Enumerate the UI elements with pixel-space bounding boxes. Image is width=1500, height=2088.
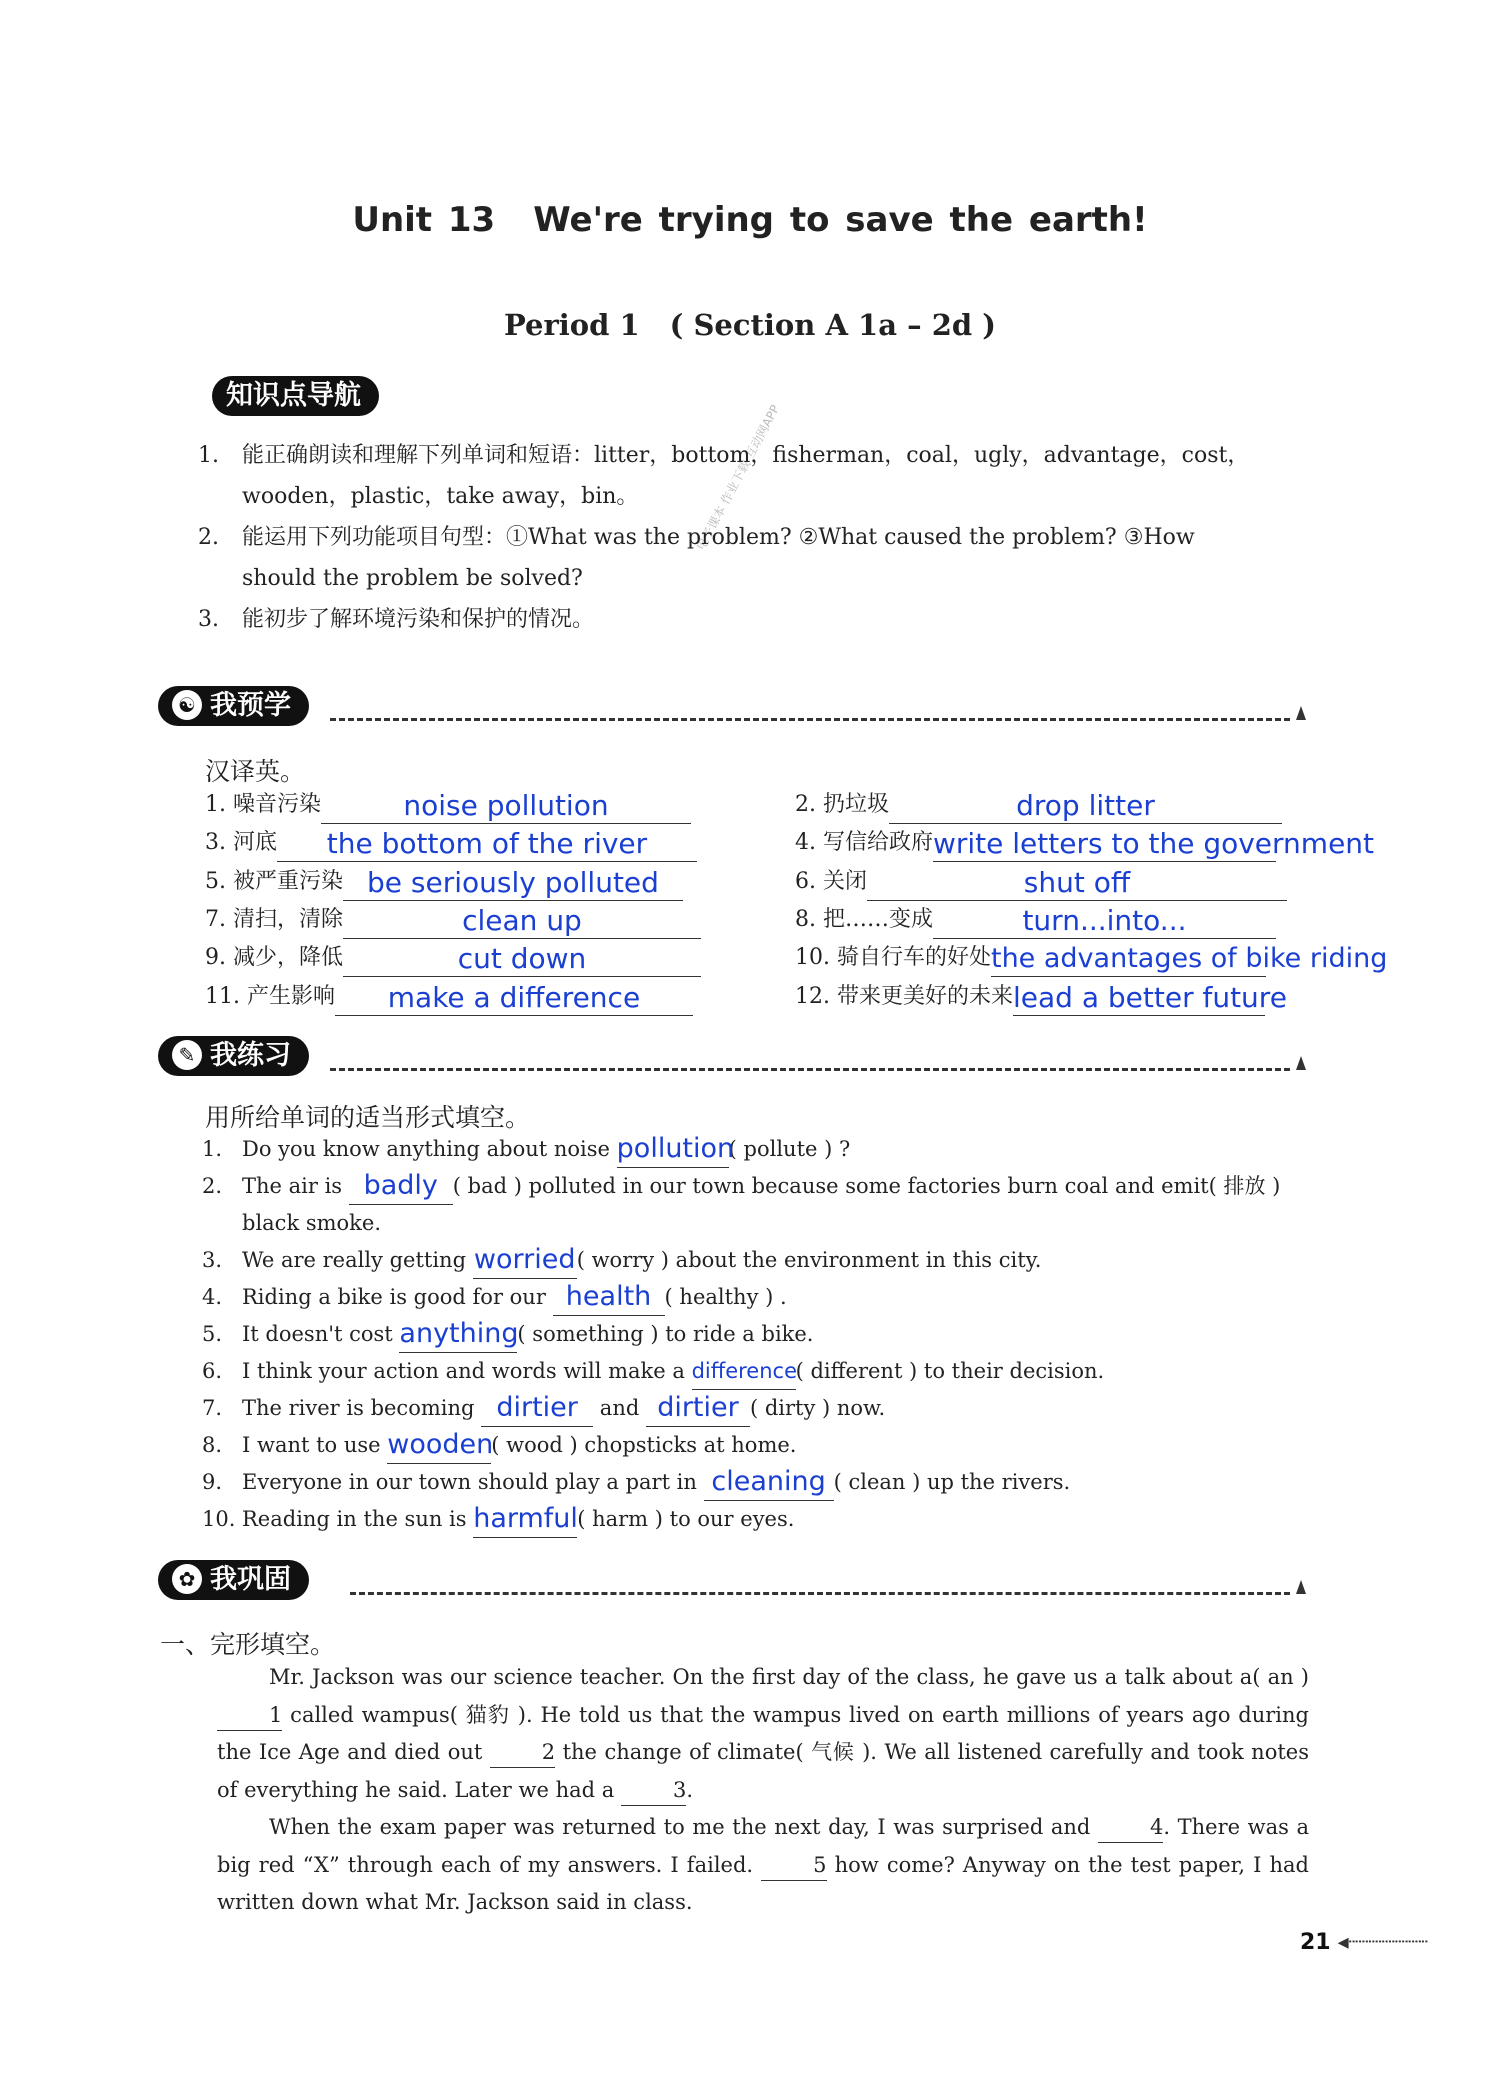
answer-text: dirtier: [657, 1392, 739, 1423]
watermark: 电子课本 作业下载 互动网APP: [693, 402, 783, 553]
exercise-item: 2. The air is badly ( bad ) polluted in our town because some factories burn coal and emit( 排放 ): [202, 1168, 1280, 1205]
exercise-item: 6. I think your action and words will make a difference ( different ) to their decision.: [202, 1353, 1104, 1390]
arrow-left-icon: ◂┈┈┈┈┈┈: [1330, 1930, 1429, 1955]
divider-end-icon: [1296, 1056, 1306, 1070]
exercise-item: 10. Reading in the sun is harmful ( harm ) to our eyes.: [202, 1501, 794, 1538]
translation-item: 8. 把……变成 turn...into...: [795, 901, 1276, 939]
cloze-blank[interactable]: 4: [1098, 1812, 1163, 1843]
lightbulb-icon: ✿: [172, 1564, 202, 1594]
objectives-list: [198, 435, 1258, 640]
exercise-item-cont: black smoke.: [242, 1211, 382, 1235]
knowledge-guide-badge: 知识点导航: [212, 376, 379, 416]
answer-text: write letters to the government: [932, 827, 1375, 860]
section-divider: [330, 1068, 1290, 1071]
yin-yang-icon: ☯: [172, 690, 202, 720]
unit-title-text: We're trying to save the earth!: [533, 200, 1148, 240]
translation-item: 6. 关闭 shut off: [795, 863, 1287, 901]
answer-text: the bottom of the river: [326, 827, 648, 860]
answer-text: turn...into...: [1022, 904, 1187, 937]
section-divider: [350, 1592, 1290, 1595]
answer-text: the advantages of bike riding: [990, 943, 1388, 974]
period-label: Period 1: [503, 308, 640, 342]
cloze-heading: 一、完形填空。: [160, 1630, 336, 1659]
answer-text: anything: [399, 1318, 519, 1349]
translation-item: 2. 扔垃圾 drop litter: [795, 786, 1282, 824]
answer-text: be seriously polluted: [367, 866, 659, 899]
cloze-passage: [217, 1659, 1309, 1922]
passage-paragraph: Mr. Jackson was our science teacher. On the first day of the class, he gave us a talk about a( an )1 called wampus( 猫豹 ). He told us that the wampus lived on earth millions of years ago during the Ice Age and died out 2 the change of climate( 气候 ). We all listened carefully and took notes of everything he said. Later we had a 3.: [217, 1659, 1309, 1809]
translation-item: 11. 产生影响 make a difference: [205, 978, 693, 1016]
exercise-item: 7. The river is becoming dirtier and dirtier ( dirty ) now.: [202, 1390, 885, 1427]
exercise-item: 1. Do you know anything about noise pollution ( pollute ) ?: [202, 1131, 850, 1168]
answer-text: cleaning: [711, 1466, 826, 1497]
preview-badge: ☯ 我预学: [158, 686, 309, 726]
cloze-blank[interactable]: 1: [217, 1700, 282, 1731]
translation-item: 5. 被严重污染 be seriously polluted: [205, 863, 683, 901]
answer-text: health: [565, 1281, 652, 1312]
exercise-item: 3. We are really getting worried ( worry ) about the environment in this city.: [202, 1242, 1041, 1279]
objective-item: 1. 能正确朗读和理解下列单词和短语：litter，bottom，fisherman，coal，ugly，advantage，cost，: [198, 443, 1250, 468]
answer-text: cut down: [457, 942, 587, 975]
section-divider: [330, 718, 1290, 721]
period-subtitle: [0, 308, 1500, 342]
preview-instruction: 汉译英。: [205, 757, 306, 786]
answer-text: drop litter: [1016, 789, 1155, 822]
objective-item: 3. 能初步了解环境污染和保护的情况。: [198, 607, 595, 632]
answer-text: harmful: [473, 1503, 578, 1534]
divider-end-icon: [1296, 706, 1306, 720]
practice-instruction: 用所给单词的适当形式填空。: [205, 1103, 531, 1132]
translation-item: 3. 河底 the bottom of the river: [205, 824, 697, 862]
exercise-item: 9. Everyone in our town should play a part in cleaning ( clean ) up the rivers.: [202, 1464, 1070, 1501]
practice-badge: ✎ 我练习: [158, 1036, 309, 1076]
pencil-icon: ✎: [172, 1040, 202, 1070]
cloze-blank[interactable]: 5: [761, 1850, 826, 1881]
objective-item-cont: should the problem be solved?: [242, 566, 583, 591]
section-label: ( Section A 1a – 2d ): [669, 308, 996, 342]
translation-item: 10. 骑自行车的好处 the advantages of bike riding: [795, 939, 1266, 977]
objective-item-cont: wooden，plastic，take away，bin。: [242, 484, 639, 509]
answer-text: wooden: [387, 1429, 494, 1460]
answer-text: difference: [691, 1359, 797, 1383]
translation-item: 7. 清扫，清除 clean up: [205, 901, 701, 939]
answer-text: pollution: [616, 1133, 735, 1164]
exercise-item: 5. It doesn't cost anything ( something ) to ride a bike.: [202, 1316, 813, 1353]
exercise-item: 4. Riding a bike is good for our health ( healthy ) .: [202, 1279, 787, 1316]
translation-item: 1. 噪音污染 noise pollution: [205, 786, 691, 824]
unit-label: Unit 13: [352, 200, 496, 240]
answer-text: dirtier: [496, 1392, 578, 1423]
unit-title: [0, 200, 1500, 240]
cloze-blank[interactable]: 2: [490, 1737, 555, 1768]
answer-text: worried: [473, 1244, 576, 1275]
passage-paragraph: When the exam paper was returned to me the next day, I was surprised and 4. There was a big red “X” through each of my answers. I failed. 5 how come? Anyway on the test paper, I had written down what Mr. Jackson said in class.: [217, 1809, 1309, 1922]
answer-text: clean up: [462, 904, 582, 937]
objective-item: 2. 能运用下列功能项目句型：①What was the problem? ②What caused the problem? ③How: [198, 525, 1195, 550]
answer-text: shut off: [1023, 866, 1131, 899]
answer-text: badly: [363, 1170, 438, 1201]
cloze-blank[interactable]: 3: [621, 1775, 686, 1806]
consolidate-badge: ✿ 我巩固: [158, 1560, 309, 1600]
answer-text: noise pollution: [403, 789, 609, 822]
page-number: 21 ◂┈┈┈┈┈┈: [1300, 1930, 1429, 1955]
answer-text: lead a better future: [1012, 981, 1287, 1014]
divider-end-icon: [1296, 1580, 1306, 1594]
answer-text: make a difference: [387, 981, 641, 1014]
exercise-item: 8. I want to use wooden ( wood ) chopsticks at home.: [202, 1427, 796, 1464]
translation-item: 12. 带来更美好的未来 lead a better future: [795, 981, 1287, 1014]
translation-item: 4. 写信给政府 write letters to the government: [795, 827, 1375, 860]
translation-item: 9. 减少，降低 cut down: [205, 939, 701, 977]
